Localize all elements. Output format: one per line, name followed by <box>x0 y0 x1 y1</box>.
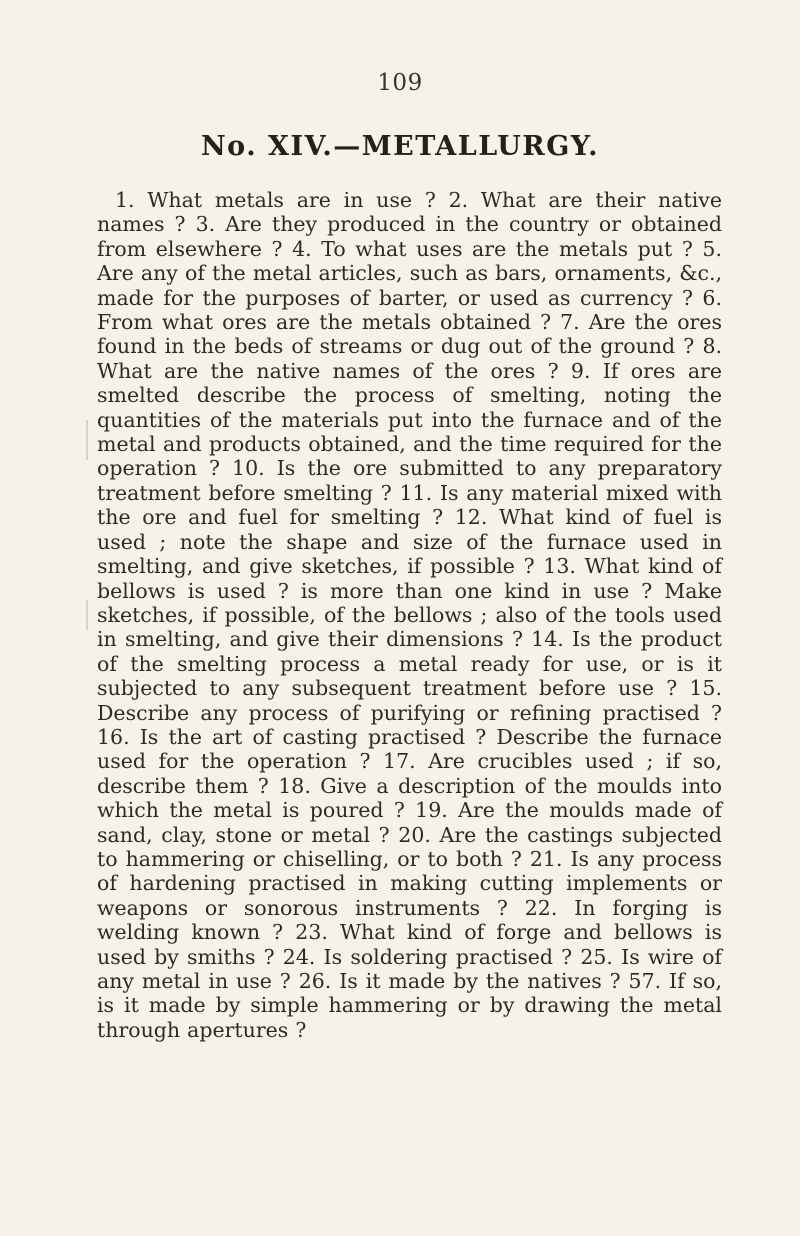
page-edge-mark <box>86 420 88 460</box>
questions-body <box>97 188 722 1042</box>
questions-paragraph: 1. What metals are in use ? 2. What are their native names ? 3. Are they produced in the country or obtained from elsewhere ? 4. To what uses are the metals put ? 5. Are any of the metal articles, such as bars, ornaments, &c., made for the purposes of barter, or used as currency ? 6. From what ores are the metals obtained ? 7. Are the ores found in the beds of streams or dug out of the ground ? 8. What are the native names of the ores ? 9. If ores are smelted describe the process of smelting, noting the quantities of the materials put into the furnace and of the metal and products obtained, and the time required for the operation ? 10. Is the ore submitted to any preparatory treatment before smelting ? 11. Is any material mixed with the ore and fuel for smelting ? 12. What kind of fuel is used ; note the shape and size of the furnace used in smelting, and give sketches, if possible ? 13. What kind of bellows is used ? is more than one kind in use ? Make sketches, if possible, of the bellows ; also of the tools used in smelting, and give their dimensions ? 14. Is the product of the smelting process a metal ready for use, or is it subjected to any subsequent treatment before use ? 15. Describe any process of purifying or refining practised ? 16. Is the art of casting practised ? Describe the furnace used for the operation ? 17. Are crucibles used ; if so, describe them ? 18. Give a description of the moulds into which the metal is poured ? 19. Are the moulds made of sand, clay, stone or metal ? 20. Are the castings subjected to hammering or chiselling, or to both ? 21. Is any process of hardening practised in making cutting implements or weapons or sonorous instruments ? 22. In forging is welding known ? 23. What kind of forge and bellows is used by smiths ? 24. Is soldering practised ? 25. Is wire of any metal in use ? 26. Is it made by the natives ? 57. If so, is it made by simple hammering or by drawing the metal through apertures ? <box>97 188 722 1042</box>
page-edge-mark <box>86 600 88 630</box>
page-number: 109 <box>377 70 423 96</box>
section-title: No. XIV.—METALLURGY. <box>201 131 599 162</box>
